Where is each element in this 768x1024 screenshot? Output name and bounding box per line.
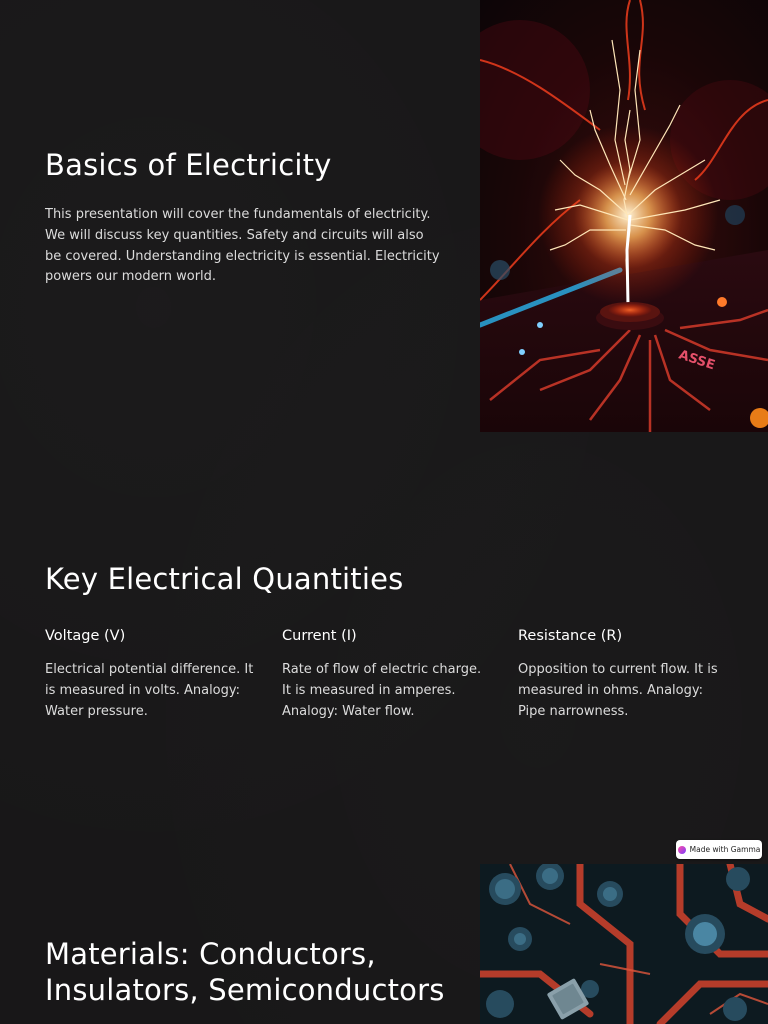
quantity-card-text: Rate of flow of electric charge. It is measured in amperes. Analogy: Water flow.	[282, 662, 482, 719]
quantity-card-resistance	[518, 628, 723, 722]
electric-spark-image	[480, 0, 768, 432]
slide-title: Key Electrical Quantities	[45, 562, 404, 596]
quantity-card-heading: Current (I)	[282, 628, 357, 644]
quantity-card-text: Electrical potential difference. It is measured in volts. Analogy: Water pressure.	[45, 662, 254, 719]
quantity-card-heading: Resistance (R)	[518, 628, 623, 644]
badge-label: Made with Gamma	[689, 845, 761, 854]
slide-title: Basics of Electricity	[45, 148, 332, 182]
quantity-card-current	[282, 628, 492, 722]
slide-body-text: This presentation will cover the fundamentals of electricity. We will discuss key quantities. Safety and circuits will also be covered. Understanding electricity is essential. Electricity powers our modern world.	[45, 207, 440, 285]
circuit-board-image	[480, 864, 768, 1024]
slide-title: Materials: Conductors, Insulators, Semiconductors	[45, 937, 445, 1007]
made-with-gamma-badge[interactable]	[676, 840, 762, 859]
quantity-card-heading: Voltage (V)	[45, 628, 126, 644]
gamma-logo-icon	[678, 846, 686, 854]
quantity-card-text: Opposition to current flow. It is measured in ohms. Analogy: Pipe narrowness.	[518, 662, 718, 719]
quantity-card-voltage	[45, 628, 255, 722]
board-label-text: ASSE	[676, 347, 717, 374]
